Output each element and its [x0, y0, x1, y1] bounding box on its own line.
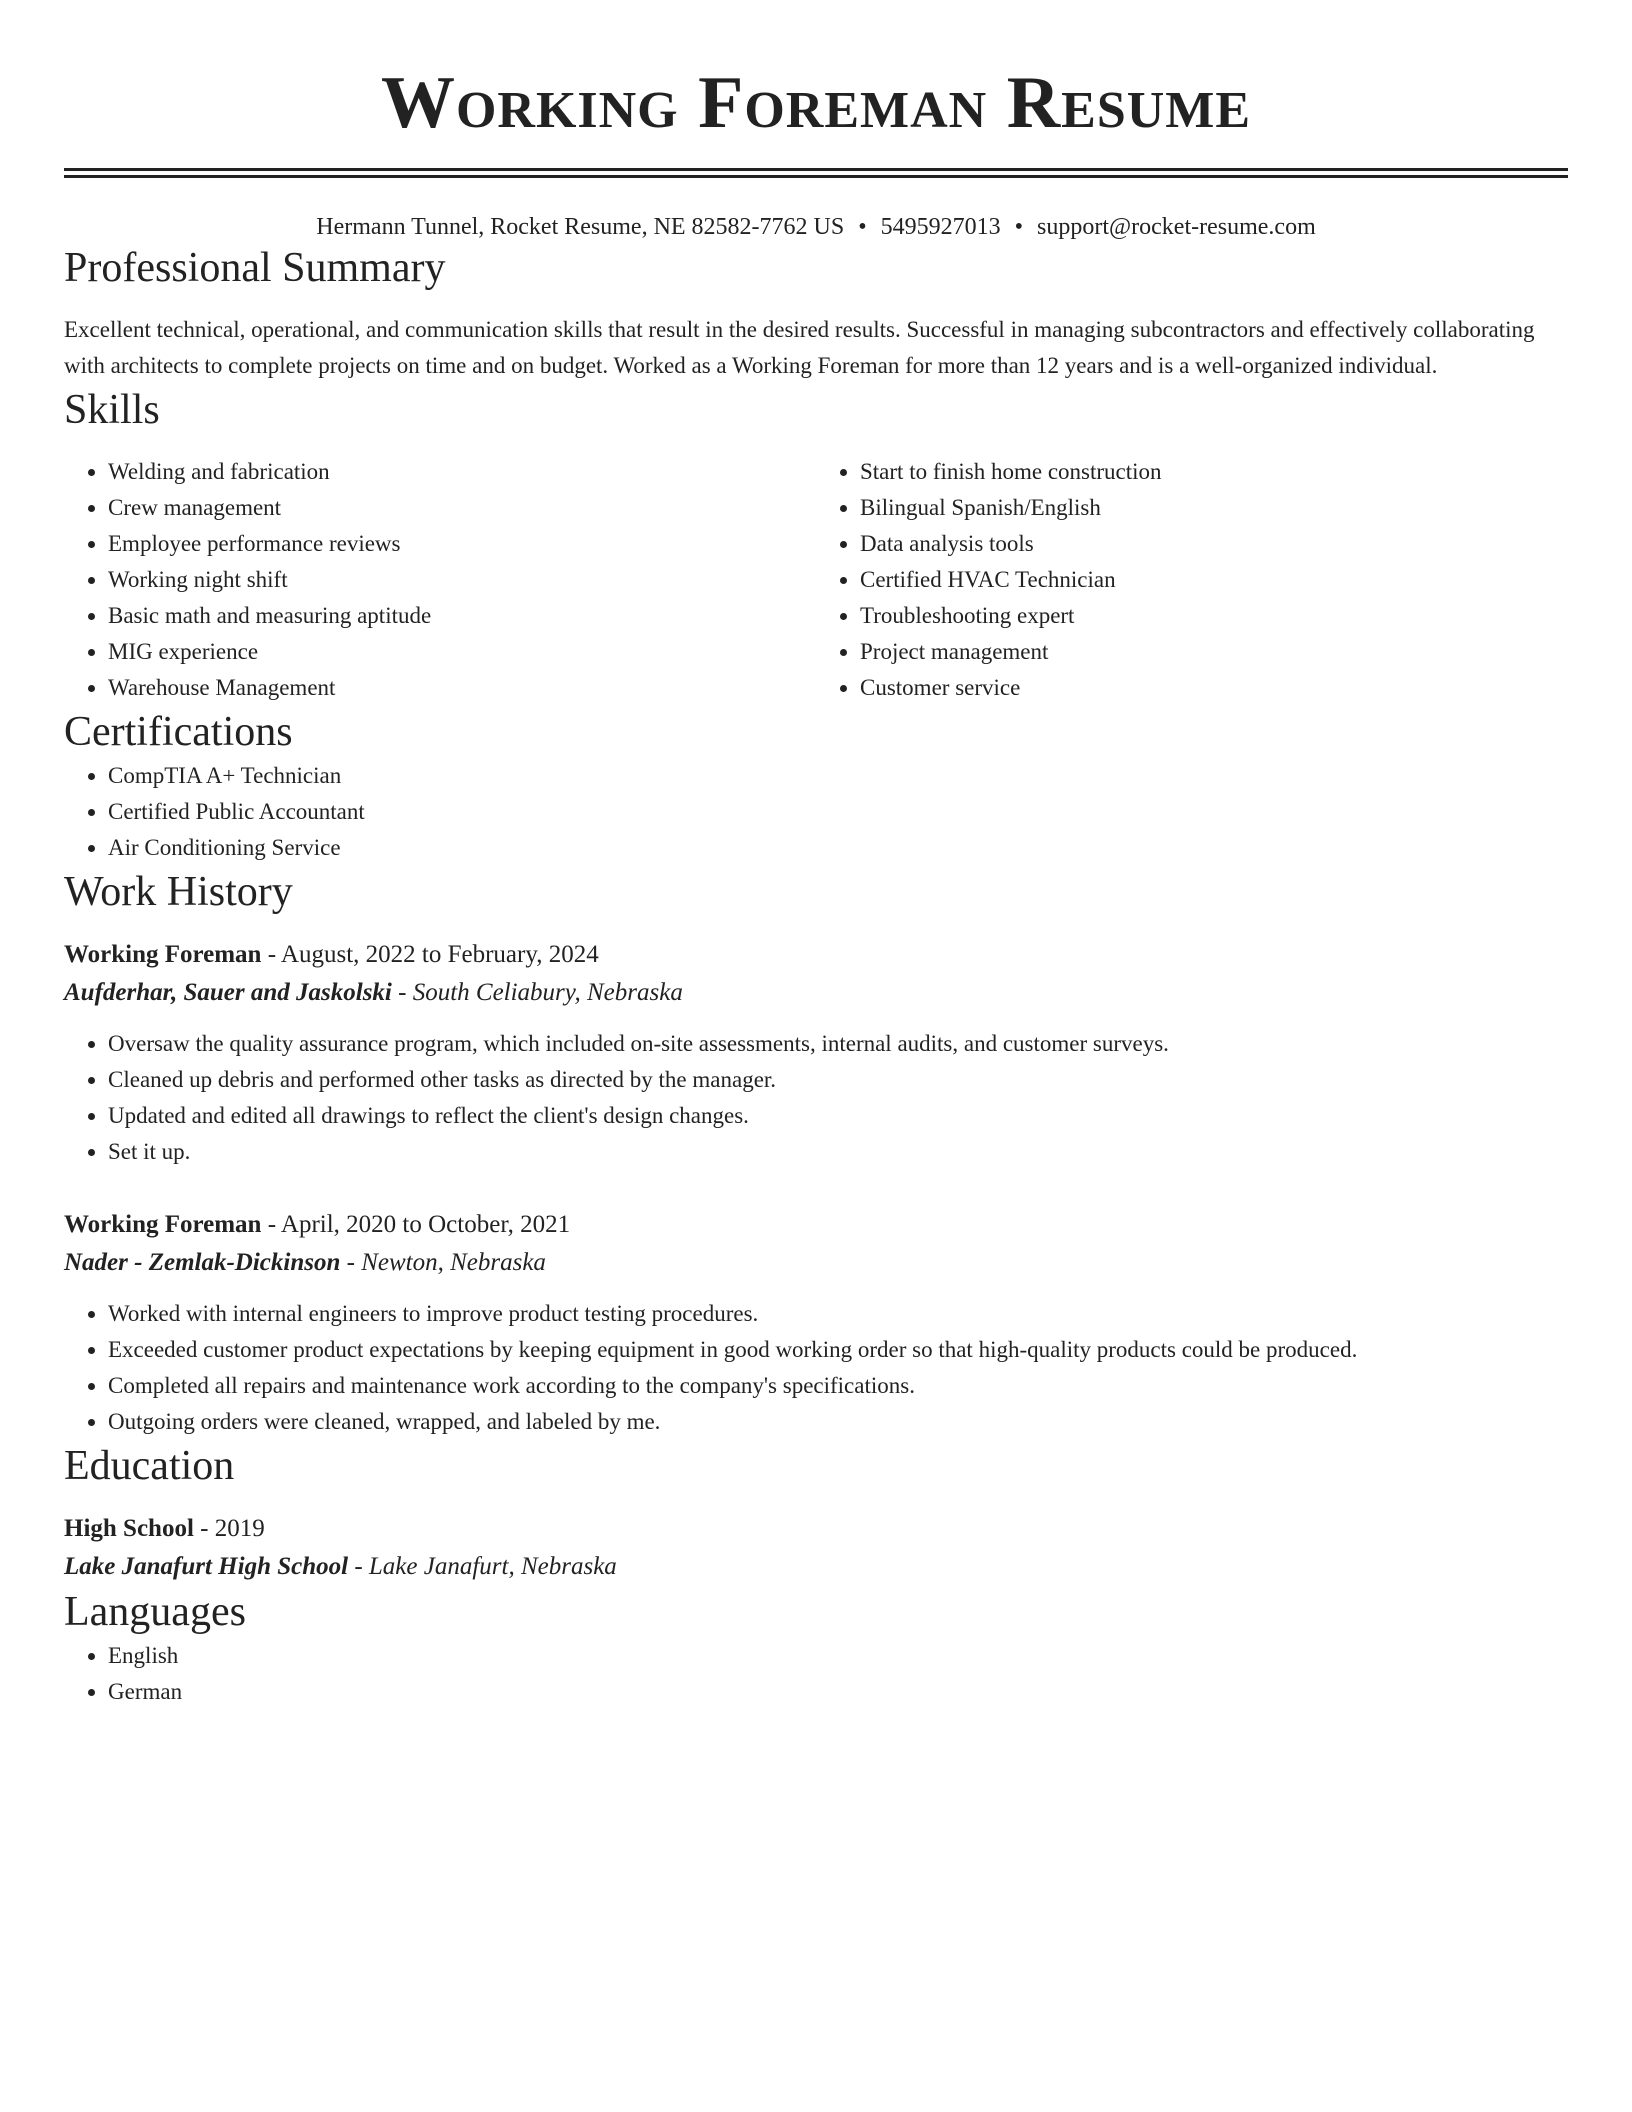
job-dates: - April, 2020 to October, 2021 [261, 1211, 571, 1238]
job-title-line [64, 936, 1568, 974]
contact-separator: • [858, 214, 867, 240]
job-duty-item: • Updated and edited all drawings to reflect the client's design changes. [108, 1098, 1568, 1134]
skill-item: • Employee performance reviews [108, 526, 816, 562]
skills-columns [64, 454, 1568, 706]
contact-separator: • [1014, 214, 1024, 240]
skill-item: • Welding and fabrication [108, 454, 816, 490]
skill-item: • Certified HVAC Technician [860, 562, 1568, 598]
language-item: • German [108, 1674, 1568, 1710]
education-entry [64, 1510, 1568, 1586]
job-location: - South Celiabury, Nebraska [391, 979, 683, 1006]
resume-title: Working Foreman Resume [380, 62, 1252, 144]
job-employer-line [64, 974, 1568, 1012]
skill-item: • Crew management [108, 490, 816, 526]
skill-item: • Start to finish home construction [860, 454, 1568, 490]
job-employer-line [64, 1244, 1568, 1282]
skill-item: • Customer service [860, 670, 1568, 706]
contact-phone: 5495927013 [880, 214, 1001, 240]
certification-item: • CompTIA A+ Technician [108, 758, 1568, 794]
job-entry [64, 1206, 1568, 1440]
languages-list [64, 1638, 1568, 1710]
education-location: - Lake Janafurt, Nebraska [348, 1553, 617, 1580]
job-entry [64, 936, 1568, 1170]
skill-item: • Working night shift [108, 562, 816, 598]
skill-item: • MIG experience [108, 634, 816, 670]
job-location: - Newton, Nebraska [340, 1249, 546, 1276]
languages-heading: Languages [64, 1589, 246, 1635]
skill-item: • Bilingual Spanish/English [860, 490, 1568, 526]
skills-list-left [64, 454, 816, 706]
job-duty-item: • Exceeded customer product expectations by keeping equipment in good working order so that high-quality products could be produced. [108, 1332, 1568, 1368]
job-title: Working Foreman [64, 1211, 262, 1238]
skill-item: • Data analysis tools [860, 526, 1568, 562]
education-school-line [64, 1548, 1568, 1586]
education-degree: High School [64, 1515, 194, 1542]
skills-list-right [816, 454, 1568, 706]
skill-item: • Troubleshooting expert [860, 598, 1568, 634]
job-duty-item: • Set it up. [108, 1134, 1568, 1170]
skill-item: • Basic math and measuring aptitude [108, 598, 816, 634]
job-duty-item: • Outgoing orders were cleaned, wrapped, and labeled by me. [108, 1404, 1568, 1440]
certifications-list [64, 758, 1568, 866]
education-heading: Education [64, 1443, 235, 1489]
job-title: Working Foreman [64, 941, 262, 968]
contact-email: support@rocket-resume.com [1037, 214, 1316, 240]
job-duty-item: • Cleaned up debris and performed other tasks as directed by the manager. [108, 1062, 1568, 1098]
contact-line [64, 212, 1568, 242]
certification-item: • Air Conditioning Service [108, 830, 1568, 866]
job-dates: - August, 2022 to February, 2024 [261, 941, 599, 968]
summary-heading: Professional Summary [64, 245, 446, 291]
title-divider [64, 168, 1568, 178]
skills-heading: Skills [64, 387, 160, 433]
job-duties-list [64, 1296, 1568, 1440]
language-item: • English [108, 1638, 1568, 1674]
job-employer: Aufderhar, Sauer and Jaskolski [64, 979, 392, 1006]
job-duty-item: • Completed all repairs and maintenance work according to the company's specifications. [108, 1368, 1568, 1404]
skill-item: • Project management [860, 634, 1568, 670]
job-title-line [64, 1206, 1568, 1244]
skill-item: • Warehouse Management [108, 670, 816, 706]
job-employer: Nader - Zemlak-Dickinson [64, 1249, 341, 1276]
certification-item: • Certified Public Accountant [108, 794, 1568, 830]
job-duty-item: • Worked with internal engineers to improve product testing procedures. [108, 1296, 1568, 1332]
contact-address: Hermann Tunnel, Rocket Resume, NE 82582-7762 US [316, 214, 845, 240]
education-school: Lake Janafurt High School [64, 1553, 349, 1580]
education-degree-line [64, 1510, 1568, 1548]
job-duty-item: • Oversaw the quality assurance program, which included on-site assessments, internal audits, and customer surveys. [108, 1026, 1568, 1062]
job-duties-list [64, 1026, 1568, 1170]
education-year: - 2019 [193, 1515, 265, 1542]
certifications-heading: Certifications [64, 709, 293, 755]
work-history-heading: Work History [64, 869, 293, 915]
summary-text: Excellent technical, operational, and communication skills that result in the desired results. Successful in managing subcontractors and effectively collaborating with architects to complete projects on time and on budget. Worked as a Working Foreman for more than 12 years and is a well-organized individual. [64, 317, 1535, 378]
